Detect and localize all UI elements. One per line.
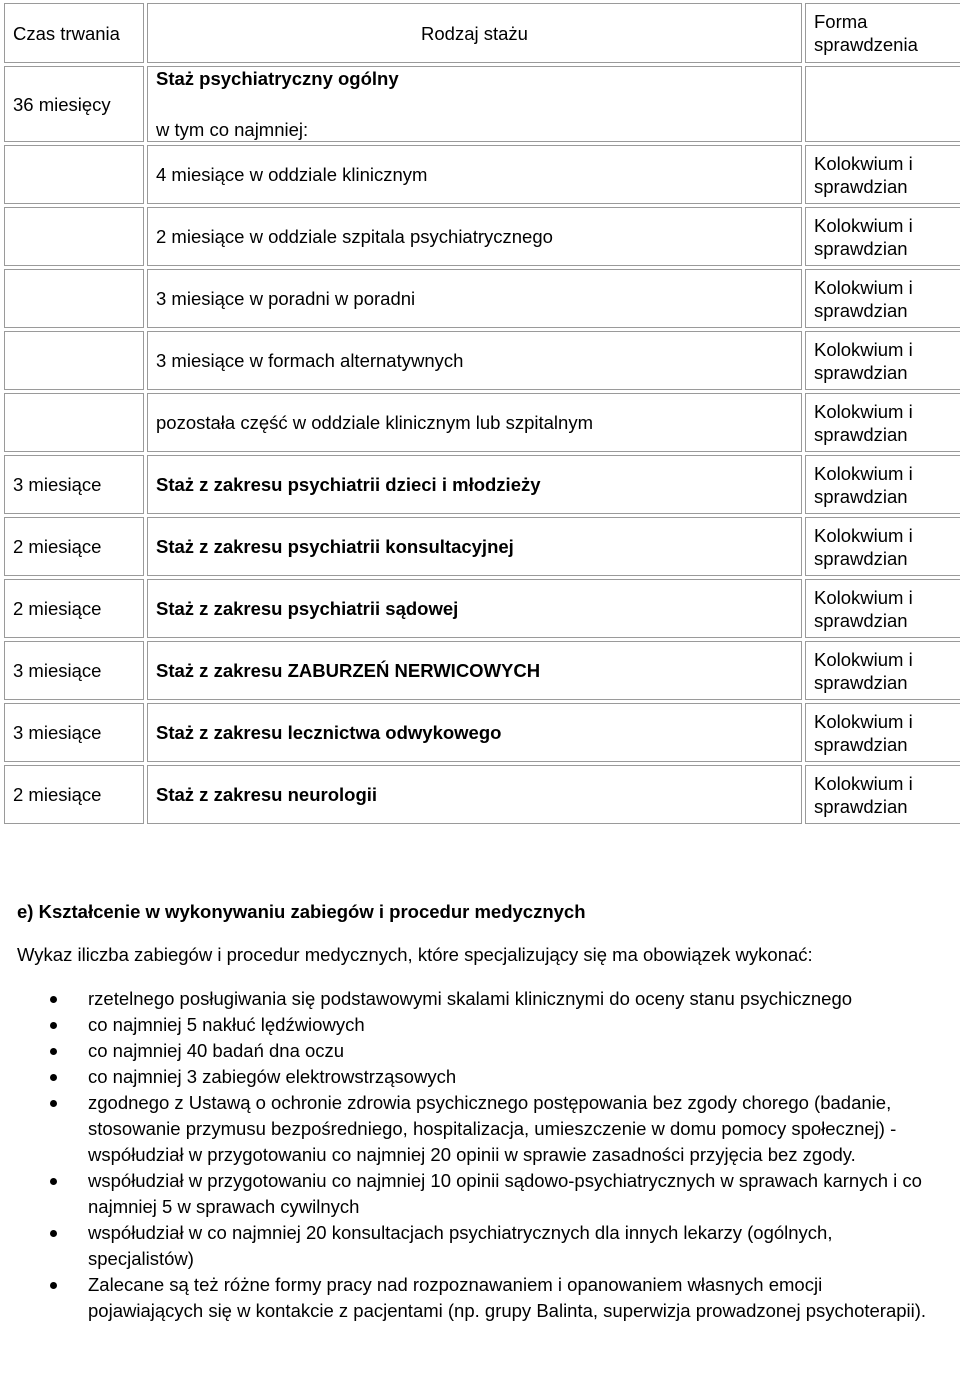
- bullet-icon: [50, 1100, 57, 1107]
- list-item-text: zgodnego z Ustawą o ochronie zdrowia psychicznego postępowania bez zgody chorego (badanie, stosowanie przymusu bezpośredniego, hospitalizacja, umieszczenie w domu pomocy społecznej) - współudział w przygotowaniu co najmniej 20 opinii w sprawie zasadności przyjęcia bez zgody.: [88, 1092, 897, 1165]
- row-duration: 2 miesiące: [4, 517, 144, 576]
- row-duration: 3 miesiące: [4, 455, 144, 514]
- list-item-text: co najmniej 3 zabiegów elektrowstrząsowych: [88, 1066, 457, 1087]
- table-row: [4, 66, 960, 142]
- row-duration: 3 miesiące: [4, 703, 144, 762]
- row-type-subtitle: w tym co najmniej:: [156, 119, 309, 140]
- table-row: [4, 703, 960, 762]
- section-heading: e) Kształcenie w wykonywaniu zabiegów i procedur medycznych: [17, 901, 586, 922]
- list-item: [17, 1272, 937, 1324]
- list-item-text: Zalecane są też różne formy pracy nad rozpoznawaniem i opanowaniem własnych emocji pojawiających się w kontakcie z pacjentami (np. grupy Balinta, superwizja prowadzonej psychoterapii).: [88, 1274, 927, 1321]
- row-form: Kolokwium i sprawdzian: [805, 517, 960, 576]
- list-item: [17, 1038, 937, 1064]
- internship-table: [1, 0, 960, 827]
- row-type: Staż z zakresu psychiatrii konsultacyjnej: [147, 517, 802, 576]
- row-type: Staż z zakresu ZABURZEŃ NERWICOWYCH: [147, 641, 802, 700]
- row-type: 2 miesiące w oddziale szpitala psychiatrycznego: [147, 207, 802, 266]
- table-row: [4, 393, 960, 452]
- row-form: Kolokwium i sprawdzian: [805, 641, 960, 700]
- table-row: [4, 455, 960, 514]
- row-type: Staż z zakresu lecznictwa odwykowego: [147, 703, 802, 762]
- row-duration: [4, 207, 144, 266]
- row-duration: [4, 145, 144, 204]
- row-type: [147, 66, 802, 142]
- table-row: [4, 517, 960, 576]
- table-row: [4, 207, 960, 266]
- row-duration: 3 miesiące: [4, 641, 144, 700]
- list-item: [17, 1168, 937, 1220]
- row-form: Kolokwium i sprawdzian: [805, 269, 960, 328]
- row-form: [805, 66, 960, 142]
- list-item: [17, 1012, 937, 1038]
- row-type: 3 miesiące w formach alternatywnych: [147, 331, 802, 390]
- row-form: Kolokwium i sprawdzian: [805, 765, 960, 824]
- internship-table-body: [4, 3, 960, 824]
- list-item-text: współudział w przygotowaniu co najmniej 10 opinii sądowo-psychiatrycznych w sprawach karnych i co najmniej 5 w sprawach cywilnych: [88, 1170, 922, 1217]
- row-form: Kolokwium i sprawdzian: [805, 207, 960, 266]
- header-form: Forma sprawdzenia: [805, 3, 960, 63]
- bullet-icon: [50, 1074, 57, 1081]
- row-form: Kolokwium i sprawdzian: [805, 455, 960, 514]
- header-duration: Czas trwania: [4, 3, 144, 63]
- row-type: Staż z zakresu neurologii: [147, 765, 802, 824]
- list-item: [17, 1220, 937, 1272]
- list-item-text: co najmniej 40 badań dna oczu: [88, 1040, 345, 1061]
- row-type: 3 miesiące w poradni w poradni: [147, 269, 802, 328]
- procedures-section: [17, 900, 937, 1324]
- row-duration: 2 miesiące: [4, 579, 144, 638]
- list-item: [17, 986, 937, 1012]
- bullet-icon: [50, 1178, 57, 1185]
- row-duration: [4, 331, 144, 390]
- bullet-icon: [50, 1282, 57, 1289]
- row-form: Kolokwium i sprawdzian: [805, 145, 960, 204]
- row-form: Kolokwium i sprawdzian: [805, 393, 960, 452]
- table-header-row: [4, 3, 960, 63]
- row-duration: [4, 393, 144, 452]
- bullet-icon: [50, 1022, 57, 1029]
- row-duration: 36 miesięcy: [4, 66, 144, 142]
- table-row: [4, 331, 960, 390]
- table-row: [4, 579, 960, 638]
- procedures-list: [17, 986, 937, 1324]
- row-type: 4 miesiące w oddziale klinicznym: [147, 145, 802, 204]
- row-type: Staż z zakresu psychiatrii sądowej: [147, 579, 802, 638]
- bullet-icon: [50, 1230, 57, 1237]
- table-row: [4, 641, 960, 700]
- row-type: pozostała część w oddziale klinicznym lub szpitalnym: [147, 393, 802, 452]
- table-row: [4, 269, 960, 328]
- list-item-text: rzetelnego posługiwania się podstawowymi skalami klinicznymi do oceny stanu psychicznego: [88, 988, 853, 1009]
- row-type: Staż z zakresu psychiatrii dzieci i młodzieży: [147, 455, 802, 514]
- row-form: Kolokwium i sprawdzian: [805, 703, 960, 762]
- row-type-title: Staż psychiatryczny ogólny: [156, 68, 399, 89]
- row-duration: [4, 269, 144, 328]
- section-intro: Wykaz iliczba zabiegów i procedur medycznych, które specjalizujący się ma obowiązek wykonać:: [17, 944, 813, 965]
- list-item-text: współudział w co najmniej 20 konsultacjach psychiatrycznych dla innych lekarzy (ogólnych, specjalistów): [88, 1222, 833, 1269]
- list-item: [17, 1090, 937, 1168]
- table-row: [4, 145, 960, 204]
- row-form: Kolokwium i sprawdzian: [805, 331, 960, 390]
- row-form: Kolokwium i sprawdzian: [805, 579, 960, 638]
- bullet-icon: [50, 996, 57, 1003]
- row-duration: 2 miesiące: [4, 765, 144, 824]
- list-item: [17, 1064, 937, 1090]
- bullet-icon: [50, 1048, 57, 1055]
- table-row: [4, 765, 960, 824]
- list-item-text: co najmniej 5 nakłuć lędźwiowych: [88, 1014, 365, 1035]
- header-type: Rodzaj stażu: [147, 3, 802, 63]
